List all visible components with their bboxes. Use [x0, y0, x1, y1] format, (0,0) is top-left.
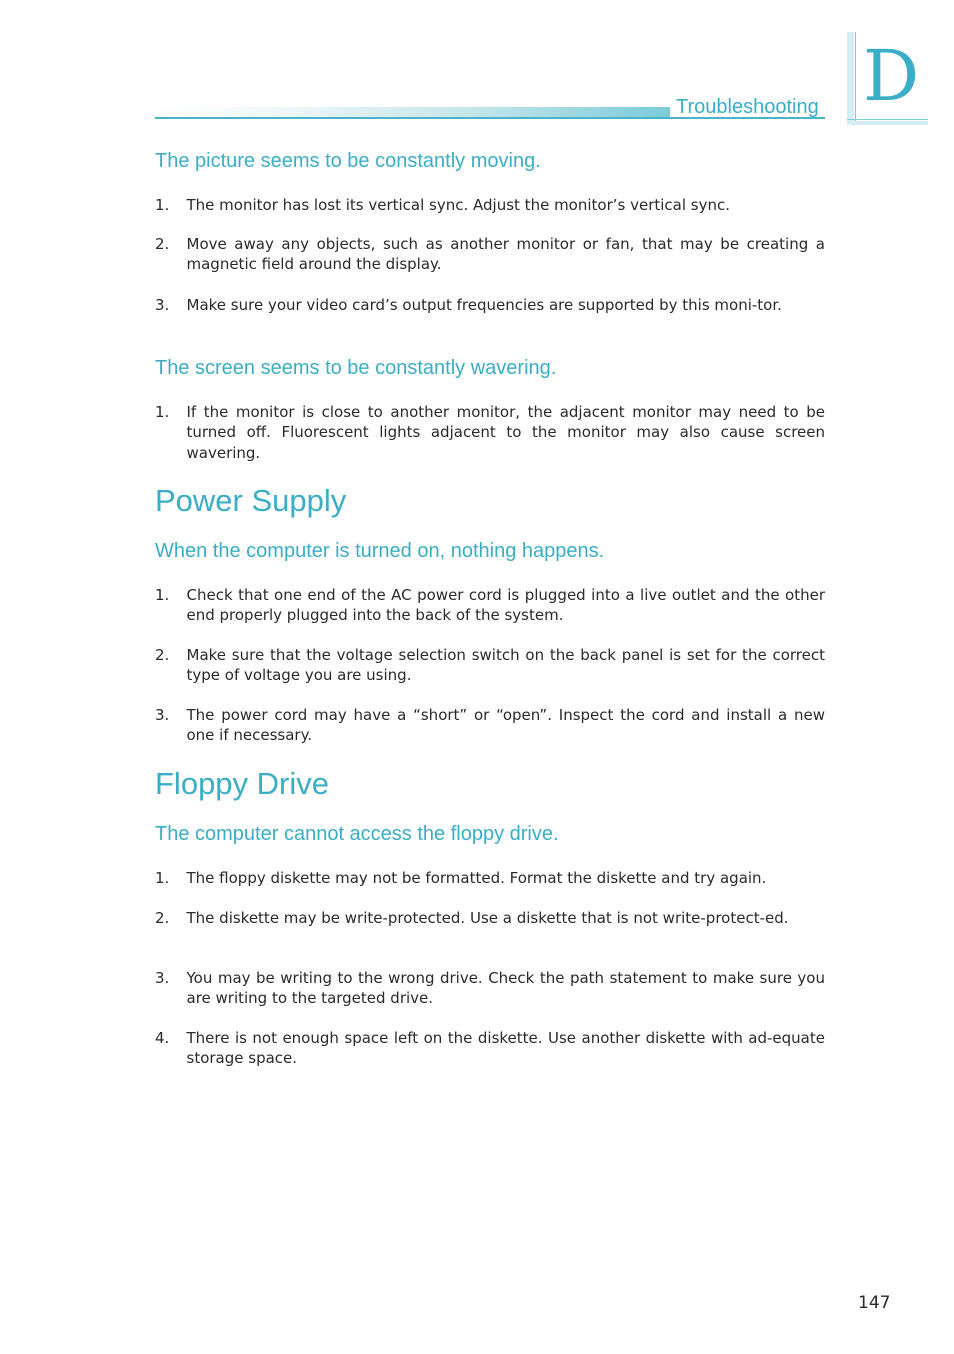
list-item-text: Check that one end of the AC power cord is plugged into a live outlet and the other end properly plugged into the back of the system. [186, 586, 825, 625]
heading-floppy-drive: Floppy Drive [155, 766, 329, 801]
header-section-title: Troubleshooting [676, 96, 819, 118]
list-item-number: 2. [155, 646, 170, 664]
list-item-number: 4. [155, 1029, 170, 1047]
list-item-number: 1. [155, 869, 170, 887]
list-item [155, 195, 825, 215]
list-item [155, 234, 825, 275]
list-item-number: 3. [155, 706, 170, 724]
list-item [155, 645, 825, 686]
list-item-text: The floppy diskette may not be formatted. Format the diskette and try again. [186, 869, 767, 887]
list-item [155, 402, 825, 463]
list-item [155, 295, 825, 315]
list-item-text: You may be writing to the wrong drive. Check the path statement to make sure you are writing to the targeted drive. [186, 969, 825, 1008]
list-item-text: Make sure that the voltage selection switch on the back panel is set for the correct type of voltage you are using. [186, 646, 825, 685]
list-item-number: 3. [155, 969, 170, 987]
chapter-tab-side-bar [847, 32, 854, 125]
list-item [155, 868, 825, 888]
chapter-letter: D [863, 35, 920, 117]
list-item-number: 2. [155, 909, 170, 927]
heading-power-supply: Power Supply [155, 483, 347, 518]
list-item-number: 2. [155, 235, 170, 253]
subheading-nothing-happens: When the computer is turned on, nothing happens. [155, 540, 605, 562]
list-item-number: 3. [155, 296, 170, 314]
list-item [155, 705, 825, 746]
list-item-number: 1. [155, 196, 170, 214]
list-item-text: If the monitor is close to another monitor, the adjacent monitor may need to be turned off. Fluorescent lights adjacent to the monitor may also cause screen wavering. [186, 403, 825, 462]
subheading-screen-wavering: The screen seems to be constantly wavering. [155, 357, 557, 379]
list-item-number: 1. [155, 586, 170, 604]
list-item [155, 585, 825, 626]
list-item-text: The power cord may have a “short” or “open”. Inspect the cord and install a new one if necessary. [186, 706, 825, 745]
page-number: 147 [858, 1293, 891, 1313]
list-item-text: Make sure your video card’s output frequencies are supported by this moni-tor. [186, 296, 782, 314]
list-item-text: There is not enough space left on the diskette. Use another diskette with ad-equate storage space. [186, 1029, 825, 1068]
list-item [155, 1028, 825, 1069]
chapter-tab [847, 32, 928, 125]
subheading-picture-moving: The picture seems to be constantly moving. [155, 150, 541, 172]
list-item-text: The diskette may be write-protected. Use a diskette that is not write-protect-ed. [186, 909, 789, 927]
chapter-tab-side-line [855, 32, 856, 125]
list-item [155, 968, 825, 1009]
list-item-text: Move away any objects, such as another monitor or fan, that may be creating a magnetic field around the display. [186, 235, 825, 274]
subheading-cannot-access-floppy: The computer cannot access the floppy drive. [155, 823, 559, 845]
chapter-tab-bottom-line [847, 119, 928, 120]
list-item-number: 1. [155, 403, 170, 421]
list-item [155, 908, 825, 928]
chapter-tab-bottom-bar [847, 121, 928, 125]
list-item-text: The monitor has lost its vertical sync. Adjust the monitor’s vertical sync. [186, 196, 731, 214]
